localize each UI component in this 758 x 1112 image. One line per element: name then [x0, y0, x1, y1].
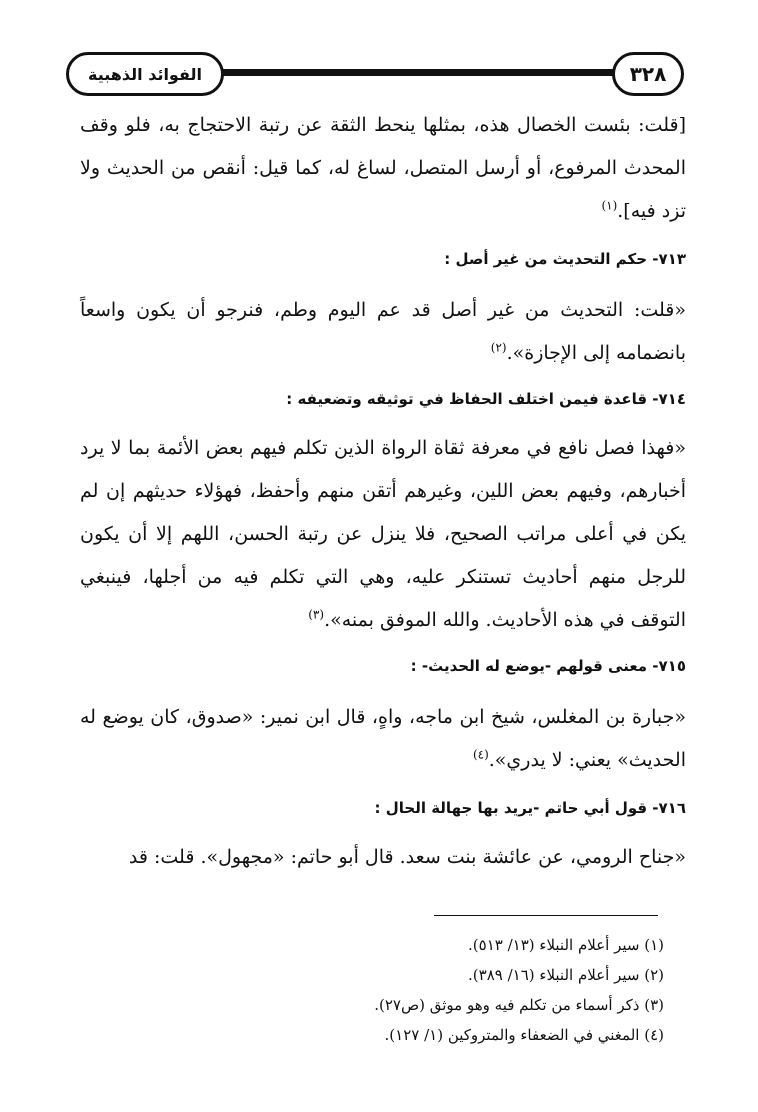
section-heading-714: ٧١٤- قاعدة فيمن اختلف الحفاظ في توثيقه وتضعيفه :	[286, 390, 686, 408]
section-heading-715: ٧١٥- معنى قولهم -يوضع له الحديث- :	[410, 657, 686, 675]
footnote-divider	[434, 915, 658, 916]
footnote-1: (١) سير أعلام النبلاء (١٣/ ٥١٣).	[468, 936, 664, 954]
footnote-ref: (٢)	[490, 340, 507, 355]
paragraph-text: «فهذا فصل نافع في معرفة ثقاة الرواة الذين تكلم فيهم بعض الأئمة بما لا يرد أخبارهم، وفيهم بعض اللين، وغيرهم أتقن منهم وأحفظ، فهؤلاء حديثهم إن لم يكن في أعلى مراتب الصحيح، فلا ينزل عن رتبة الحسن، اللهم إلا أن يكون للرجل منهم أحاديث تستنكر عليه، وهي التي تكلم فيه من أجلها، فينبغي التوقف في هذه الأحاديث. والله الموفق بمنه».	[80, 437, 686, 631]
footnote-ref: (١)	[601, 198, 618, 213]
footnote-2: (٢) سير أعلام النبلاء (١٦/ ٣٨٩).	[468, 966, 664, 984]
paragraph-715	[80, 696, 686, 782]
paragraph-714	[80, 427, 686, 642]
page-body	[80, 104, 686, 879]
header-rule	[216, 69, 624, 76]
page-number: ٣٢٨	[612, 52, 684, 96]
paragraph-713	[80, 289, 686, 375]
paragraph-text: «قلت: التحديث من غير أصل قد عم اليوم وطم، فنرجو أن يكون واسعاً بانضمامه إلى الإجازة».	[80, 299, 686, 364]
page-header	[66, 52, 684, 96]
paragraph-text: «جبارة بن المغلس، شيخ ابن ماجه، واهٍ، قال ابن نمير: «صدوق، كان يوضع له الحديث» يعني: لا يدري».	[80, 706, 686, 771]
section-heading-716: ٧١٦- قول أبي حاتم -يريد بها جهالة الحال :	[374, 799, 686, 817]
footnote-ref: (٤)	[472, 747, 489, 762]
footnote-3: (٣) ذكر أسماء من تكلم فيه وهو موثق (ص٢٧).	[374, 996, 664, 1014]
footnote-4: (٤) المغني في الضعفاء والمتروكين (١/ ١٢٧).	[384, 1026, 664, 1044]
section-heading-713: ٧١٣- حكم التحديث من غير أصل :	[444, 250, 686, 268]
footnote-ref: (٣)	[308, 607, 325, 622]
paragraph-716: «جناح الرومي، عن عائشة بنت سعد. قال أبو حاتم: «مجهول». قلت: قد	[128, 846, 686, 868]
footnotes	[374, 930, 664, 1050]
running-title: الفوائد الذهبية	[66, 52, 224, 96]
paragraph-712	[80, 104, 686, 233]
paragraph-text: [قلت: بئست الخصال هذه، بمثلها ينحط الثقة عن رتبة الاحتجاج به، فلو وقف المحدث المرفوع، أو أرسل المتصل، لساغ له، كما قيل: أنقص من الحديث ولا تزد فيه].	[80, 114, 686, 222]
